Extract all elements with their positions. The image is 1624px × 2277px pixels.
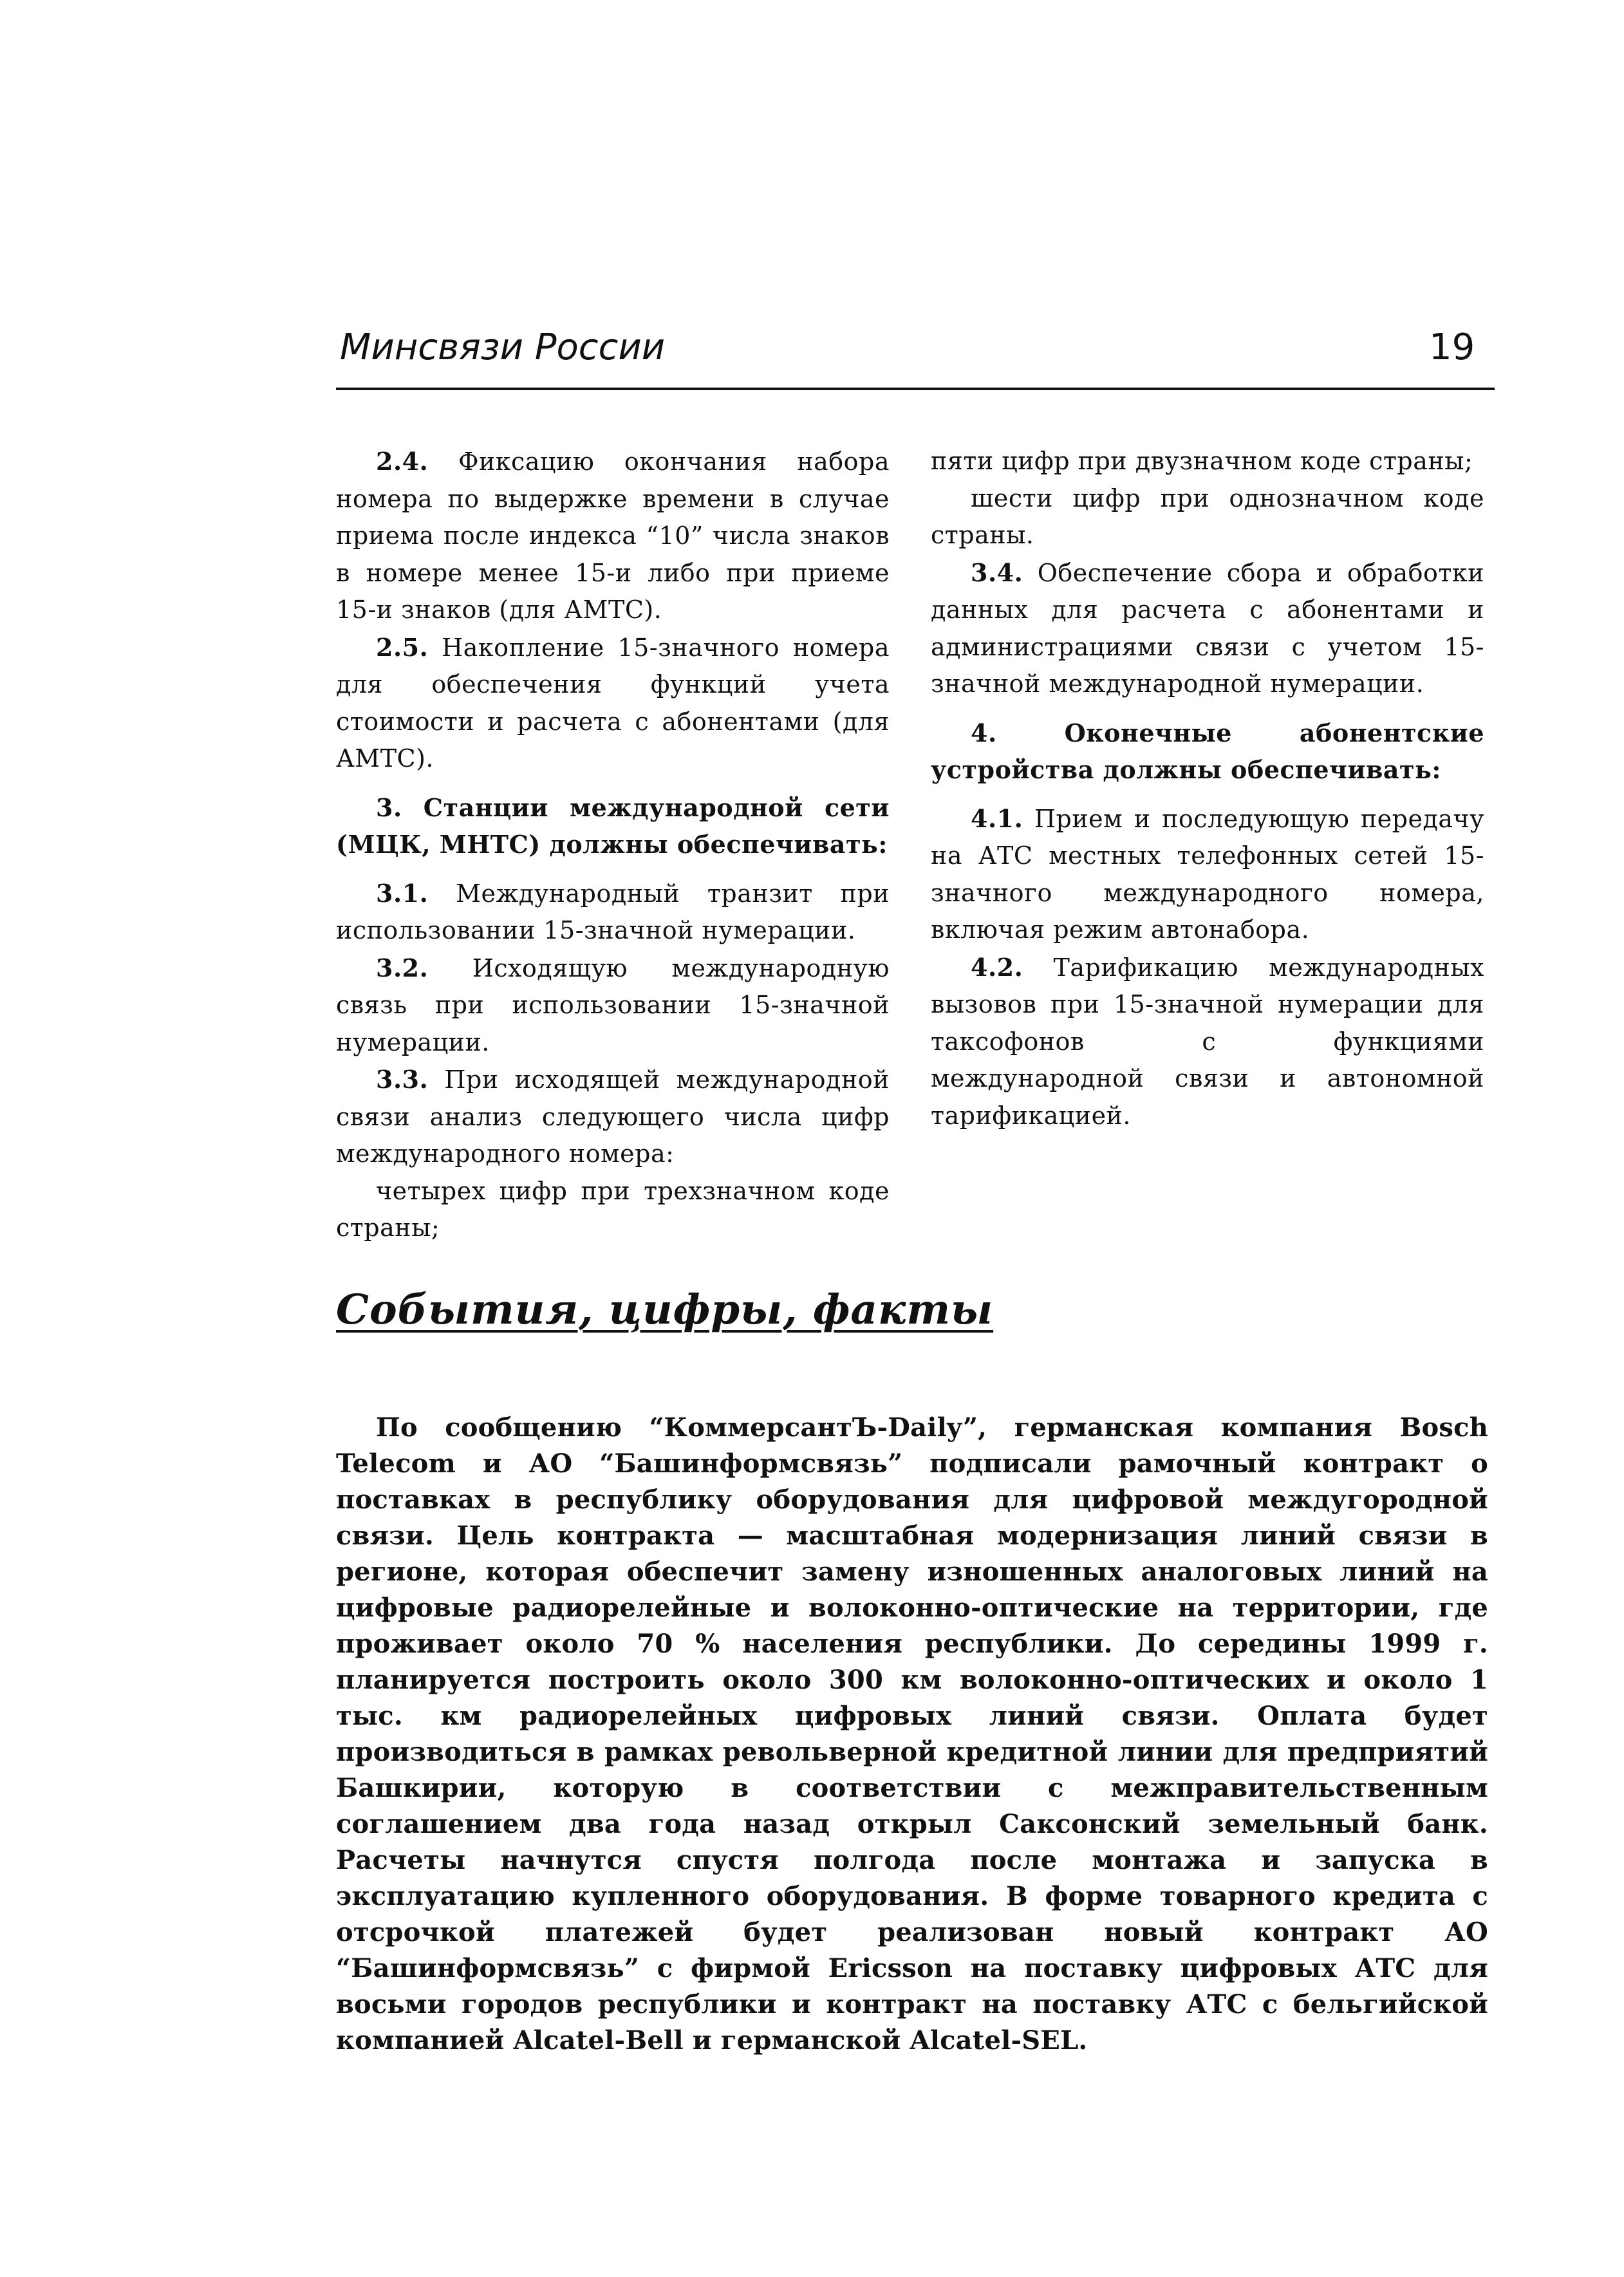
paragraph-text: При исходящей международной связи анализ следующего числа цифр международного номера:: [336, 1065, 890, 1168]
paragraph-2-4: [336, 443, 890, 629]
paragraph-four-digits: четырех цифр при трехзначном коде страны;: [336, 1176, 890, 1242]
paragraph-2-5: [336, 629, 890, 778]
news-section-title: События, цифры, факты: [336, 1286, 994, 1334]
right-column: [931, 443, 1484, 1134]
running-header-title: Минсвязи России: [340, 326, 666, 368]
paragraph-number: 3.4.: [971, 558, 1023, 587]
paragraph-text: Международный транзит при использовании 15-значной нумерации.: [336, 879, 890, 944]
paragraph-six-digits: шести цифр при однозначном коде страны.: [931, 483, 1484, 549]
paragraph-3-2: [336, 950, 890, 1062]
header-rule: [336, 388, 1495, 390]
paragraph-3-4: [931, 554, 1484, 703]
paragraph-4-2: [931, 949, 1484, 1135]
paragraph-text: Обеспечение сбора и обработки данных для расчета с абонентами и администрациями связи с учетом 15-значной международной нумерации.: [931, 558, 1484, 698]
paragraph-4-1: [931, 800, 1484, 949]
paragraph-number: 3.2.: [376, 953, 429, 982]
paragraph-text: Тарификацию международных вызовов при 15-значной нумерации для таксофонов с функциями международной связи и автономной тарификацией.: [931, 953, 1484, 1130]
paragraph-number: 3.1.: [376, 878, 429, 908]
paragraph-number: 4.2.: [971, 952, 1023, 982]
page-number: 19: [1429, 326, 1475, 368]
paragraph-text: Прием и последующую передачу на АТС местных телефонных сетей 15-значного международного номера, включая режим автонабора.: [931, 804, 1484, 944]
paragraph-text: Исходящую международную связь при использовании 15-значной нумерации.: [336, 953, 890, 1056]
paragraph-text: Фиксацию окончания набора номера по выдержке времени в случае приема после индекса “10” числа знаков в номере менее 15-и либо при приеме 15-и знаков (для АМТС).: [336, 447, 890, 624]
paragraph-five-digits: пяти цифр при двузначном коде страны;: [931, 447, 1473, 475]
paragraph-text: Накопление 15-значного номера для обеспечения функций учета стоимости и расчета с абонентами (для АМТС).: [336, 633, 890, 773]
paragraph-number: 2.4.: [376, 447, 429, 476]
paragraph-number: 4.1.: [971, 803, 1023, 833]
paragraph-3-1: [336, 875, 890, 950]
left-column: [336, 443, 890, 1247]
section-4-heading: 4. Оконечные абонентские устройства должны обеспечивать:: [931, 718, 1484, 784]
section-3-heading: 3. Станции международной сети (МЦК, МНТС) должны обеспечивать:: [336, 792, 890, 859]
paragraph-3-3: [336, 1061, 890, 1173]
paragraph-number: 3.3.: [376, 1065, 429, 1094]
news-body: По сообщению “КоммерсантЪ-Daily”, германская компания Bosch Telecom и АО “Башинформсвязь” подписали рамочный контракт о поставках в республику оборудования для цифровой междугородной связи. Цель контракта — масштабная модернизация линий связи в регионе, которая обеспечит замену изношенных аналоговых линий на цифровые радиорелейные и волоконно-оптические на территории, где проживает около 70 % населения республики. До середины 1999 г. планируется построить около 300 км волоконно-оптических и около 1 тыс. км радиорелейных цифровых линий связи. Оплата будет производиться в рамках револьверной кредитной линии для предприятий Башкирии, которую в соответствии с межправительственным соглашением два года назад открыл Саксонский земельный банк. Расчеты начнутся спустя полгода после монтажа и запуска в эксплуатацию купленного оборудования. В форме товарного кредита с отсрочкой платежей будет реализован новый контракт АО “Башинформсвязь” с фирмой Ericsson на поставку цифровых АТС для восьми городов республики и контракт на поставку АТС с бельгийской компанией Alcatel-Bell и германской Alcatel-SEL.: [336, 1412, 1488, 2056]
paragraph-number: 2.5.: [376, 632, 429, 662]
